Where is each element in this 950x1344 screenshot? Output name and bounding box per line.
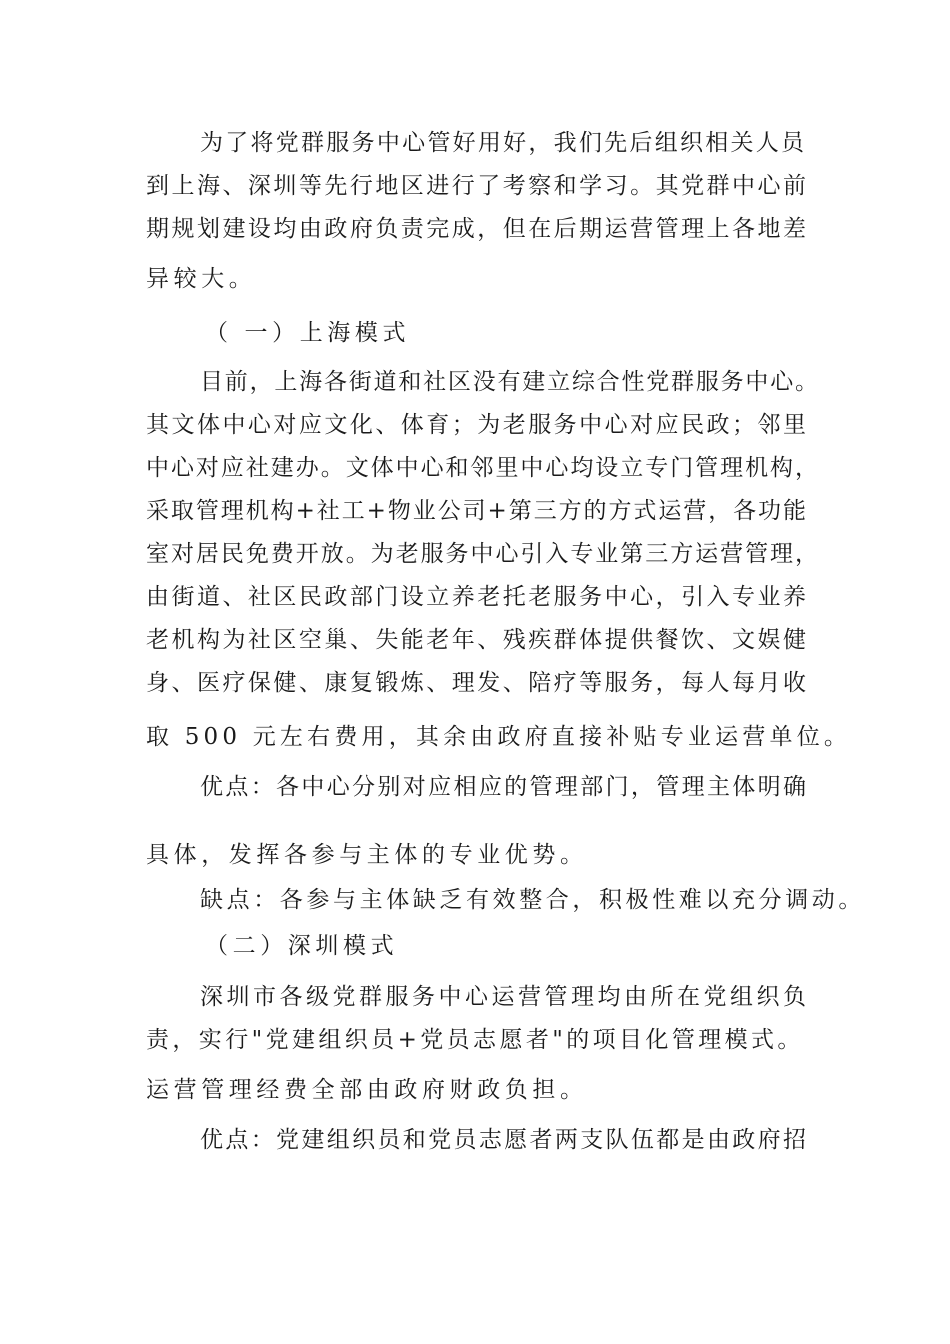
shanghai-cons-line: 缺点：各参与主体缺乏有效整合，积极性难以充分调动。: [200, 887, 865, 913]
intro-paragraph-line-4: 异较大。: [146, 266, 257, 292]
shenzhen-paragraph-line-2: 责，实行"党建组织员+党员志愿者"的项目化管理模式。: [146, 1027, 804, 1053]
shanghai-paragraph-line-1: 目前，上海各街道和社区没有建立综合性党群服务中心。: [200, 369, 818, 395]
shanghai-pros-line-2: 具体，发挥各参与主体的专业优势。: [146, 842, 588, 868]
shanghai-paragraph-line-7: 老机构为社区空巢、失能老年、残疾群体提供餐饮、文娱健: [146, 627, 806, 653]
shanghai-paragraph-line-3: 中心对应社建办。文体中心和邻里中心均设立专门管理机构，: [146, 455, 818, 481]
shenzhen-paragraph-line-3: 运营管理经费全部由政府财政负担。: [146, 1077, 588, 1103]
shanghai-paragraph-line-5: 室对居民免费开放。为老服务中心引入专业第三方运营管理，: [146, 541, 818, 567]
shanghai-paragraph-line-6: 由街道、社区民政部门设立养老托老服务中心，引入专业养: [146, 584, 806, 610]
shanghai-paragraph-line-8: 身、医疗保健、康复锻炼、理发、陪疗等服务，每人每月收: [146, 670, 806, 696]
shanghai-pros-line-1: 优点：各中心分别对应相应的管理部门，管理主体明确: [200, 774, 806, 800]
shanghai-paragraph-line-9: 取 500 元左右费用，其余由政府直接补贴专业运营单位。: [146, 724, 852, 750]
shanghai-paragraph-line-2: 其文体中心对应文化、体育；为老服务中心对应民政；邻里: [146, 412, 806, 438]
shanghai-paragraph-line-4: 采取管理机构+社工+物业公司+第三方的方式运营，各功能: [146, 498, 806, 524]
shenzhen-pros-line-1: 优点：党建组织员和党员志愿者两支队伍都是由政府招: [200, 1127, 806, 1153]
intro-paragraph-line-2: 到上海、深圳等先行地区进行了考察和学习。其党群中心前: [146, 173, 806, 199]
intro-paragraph-line-3: 期规划建设均由政府负责完成，但在后期运营管理上各地差: [146, 216, 806, 242]
section-heading-shanghai: （ 一）上海模式: [205, 320, 411, 346]
shenzhen-paragraph-line-1: 深圳市各级党群服务中心运营管理均由所在党组织负: [200, 984, 806, 1010]
section-heading-shenzhen: （二）深圳模式: [205, 933, 399, 959]
intro-paragraph-line-1: 为了将党群服务中心管好用好，我们先后组织相关人员: [200, 130, 804, 156]
